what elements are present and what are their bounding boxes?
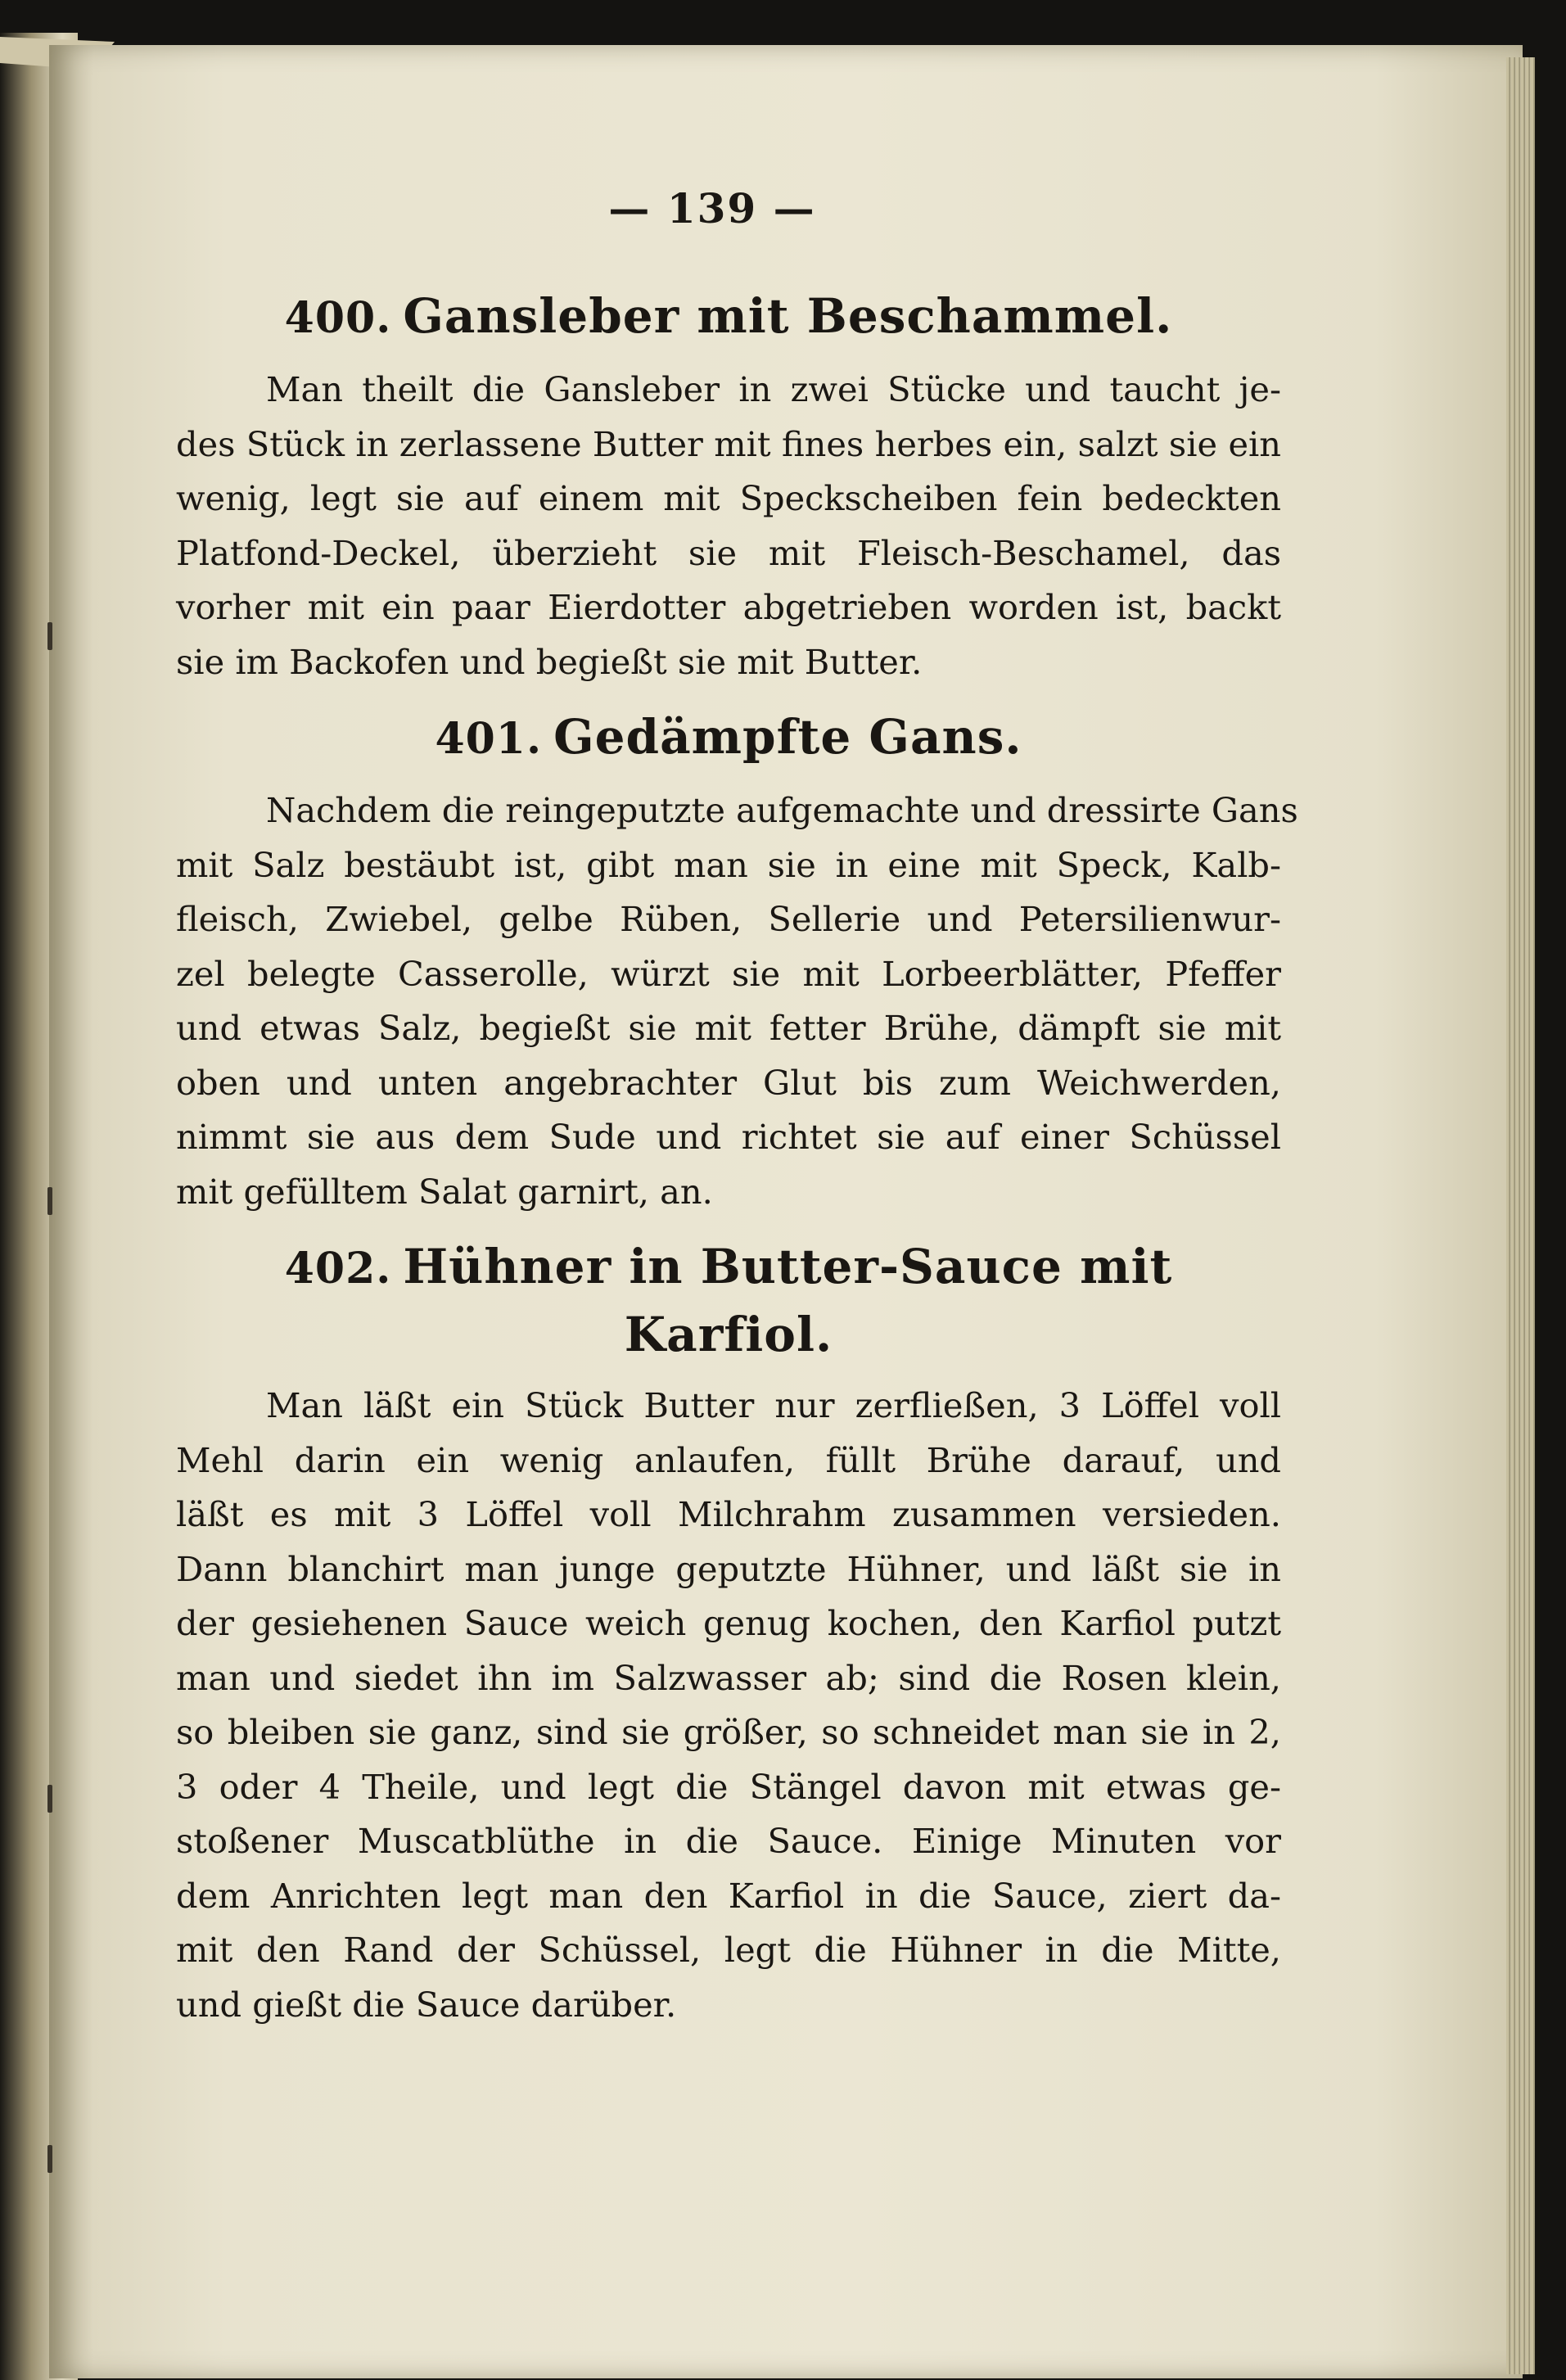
- binding-stitch: [47, 2145, 52, 2173]
- text-line: so bleiben sie ganz, sind sie größer, so schneidet man sie in 2,: [176, 1712, 1281, 1752]
- recipe-401: [176, 704, 1298, 1219]
- text-line: mit den Rand der Schüssel, legt die Hühner in die Mitte,: [176, 1930, 1281, 1970]
- text-line: mit gefülltem Salat garnirt, an.: [176, 1171, 713, 1212]
- recipe-heading: [176, 283, 1281, 351]
- text-line: läßt es mit 3 Löffel voll Milchrahm zusammen versieden.: [176, 1494, 1281, 1534]
- text-line: Nachdem die reingeputzte aufgemachte und dressirte Gans: [266, 790, 1298, 830]
- text-line: wenig, legt sie auf einem mit Speckscheiben fein bedeckten: [176, 478, 1281, 518]
- recipe-402: [176, 1234, 1281, 2032]
- text-line: nimmt sie aus dem Sude und richtet sie auf einer Schüssel: [176, 1117, 1281, 1157]
- recipe-title: Gansleber mit Beschammel.: [403, 288, 1173, 344]
- text-line: 3 oder 4 Theile, und legt die Stängel davon mit etwas ge-: [176, 1766, 1281, 1807]
- page-content: [176, 184, 1298, 2032]
- recipe-400: [176, 283, 1281, 689]
- recipe-title: Hühner in Butter-Sauce mit Karfiol.: [403, 1239, 1173, 1362]
- recipe-heading: [176, 704, 1281, 772]
- binding-stitch: [47, 622, 52, 650]
- text-line: Platfond-Deckel, überzieht sie mit Fleisch-Beschamel, das: [176, 532, 1281, 573]
- text-line: und etwas Salz, begießt sie mit fetter Brühe, dämpft sie mit: [176, 1008, 1281, 1048]
- recipe-text: [176, 784, 1298, 1219]
- text-line: vorher mit ein paar Eierdotter abgetrieben worden ist, backt: [176, 587, 1281, 627]
- page-stack-edge: [1506, 57, 1535, 2374]
- text-line: Man theilt die Gansleber in zwei Stücke und taucht je-: [266, 369, 1281, 409]
- recipe-number: 400.: [284, 293, 392, 343]
- text-line: fleisch, Zwiebel, gelbe Rüben, Sellerie und Petersilienwur-: [176, 899, 1281, 939]
- binding-stitch: [47, 1187, 52, 1215]
- text-line: stoßener Muscatblüthe in die Sauce. Einige Minuten vor: [176, 1821, 1281, 1861]
- recipe-number: 402.: [284, 1244, 392, 1294]
- text-line: Man läßt ein Stück Butter nur zerfließen, 3 Löffel voll: [266, 1385, 1281, 1425]
- text-line: oben und unten angebrachter Glut bis zum Weichwerden,: [176, 1062, 1281, 1103]
- text-line: mit Salz bestäubt ist, gibt man sie in eine mit Speck, Kalb-: [176, 844, 1281, 885]
- recipe-text: [176, 1379, 1281, 2032]
- page-number: — 139 —: [608, 184, 816, 233]
- text-line: dem Anrichten legt man den Karfiol in die Sauce, ziert da-: [176, 1875, 1281, 1916]
- text-line: der gesiehenen Sauce weich genug kochen, den Karfiol putzt: [176, 1603, 1281, 1643]
- text-line: und gießt die Sauce darüber.: [176, 1984, 677, 2025]
- text-line: des Stück in zerlassene Butter mit fines herbes ein, salzt sie ein: [176, 423, 1281, 464]
- text-line: Mehl darin ein wenig anlaufen, füllt Brühe darauf, und: [176, 1439, 1281, 1480]
- recipe-heading: [176, 1234, 1281, 1367]
- recipe-number: 401.: [435, 714, 543, 764]
- text-line: Dann blanchirt man junge geputzte Hühner, und läßt sie in: [176, 1548, 1281, 1589]
- text-line: man und siedet ihn im Salzwasser ab; sind die Rosen klein,: [176, 1657, 1281, 1698]
- text-line: sie im Backofen und begießt sie mit Butter.: [176, 641, 923, 682]
- recipe-title: Gedämpfte Gans.: [553, 709, 1022, 765]
- recipe-text: [176, 363, 1281, 689]
- text-line: zel belegte Casserolle, würzt sie mit Lorbeerblätter, Pfeffer: [176, 953, 1281, 994]
- binding-stitch: [47, 1785, 52, 1813]
